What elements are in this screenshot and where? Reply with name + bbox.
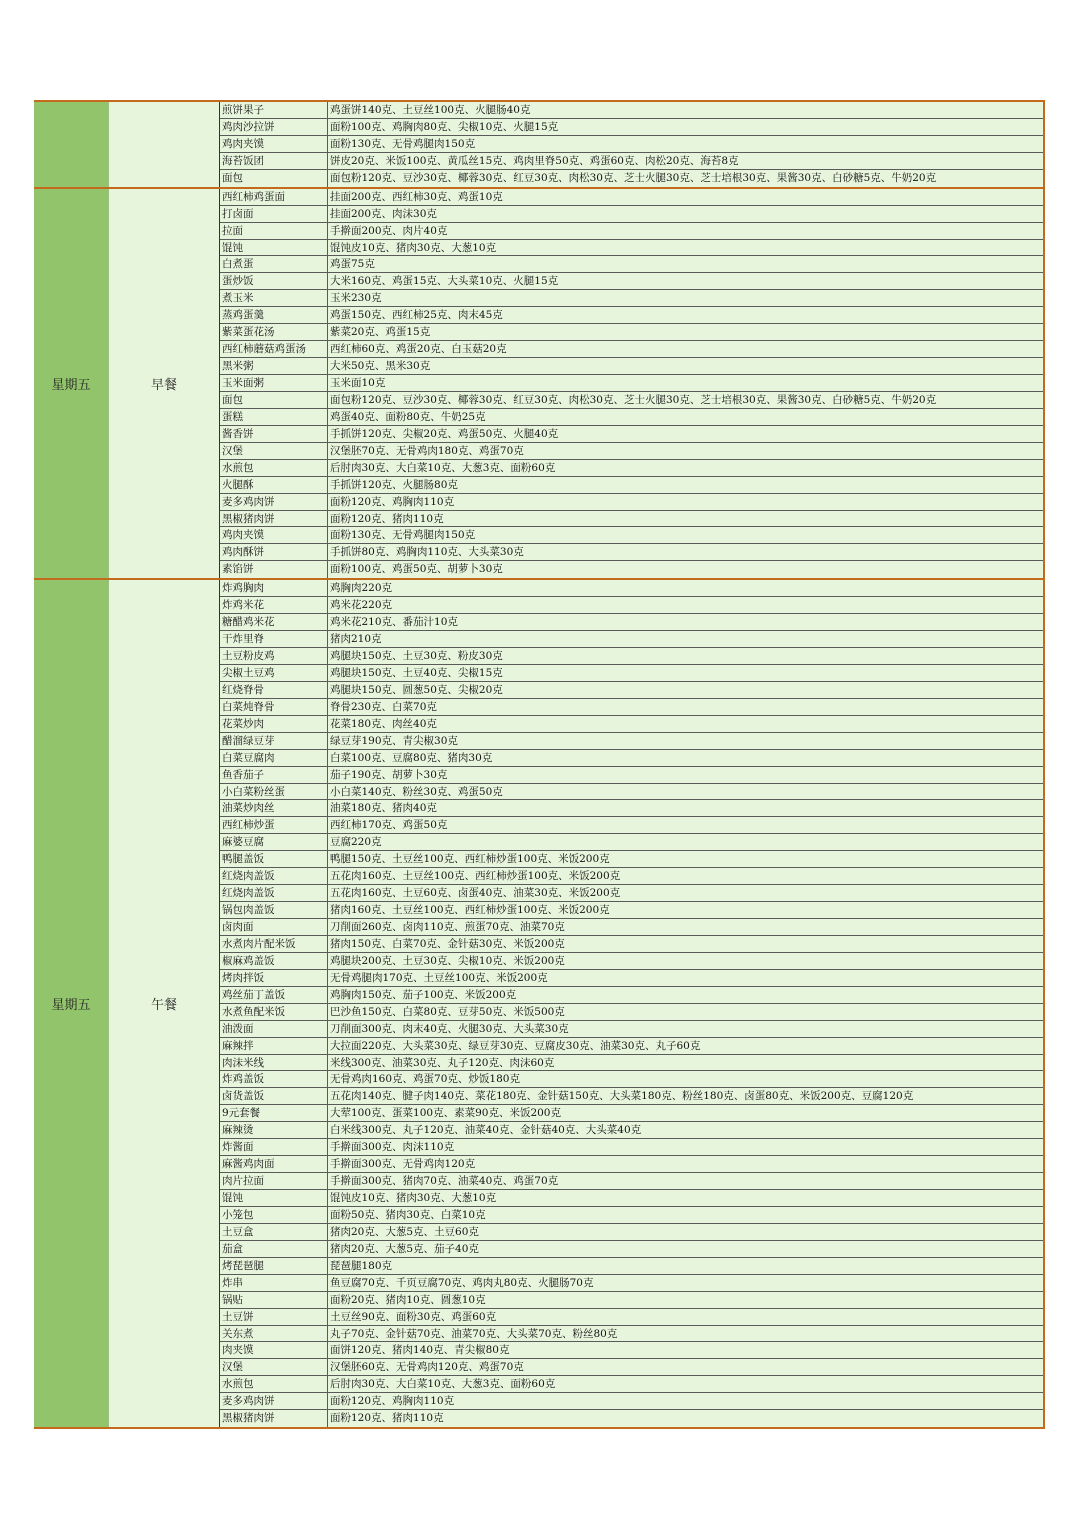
dish-name-cell: 油菜炒肉丝 [220, 800, 328, 816]
ingredients-cell: 五花肉140克、腱子肉140克、菜花180克、金针菇150克、大头菜180克、粉丝180克、卤蛋80克、米饭200克、豆腐120克 [330, 1090, 914, 1103]
meal-cell: 早餐 [108, 189, 220, 579]
dish-name-cell: 炸鸡盖饭 [220, 1071, 328, 1087]
ingredients-cell: 五花肉160克、土豆丝100克、西红柿炒蛋100克、米饭200克 [330, 870, 621, 883]
ingredients-cell: 鸡腿块150克、土豆40克、尖椒15克 [330, 666, 503, 679]
dish-name-cell: 茄盒 [220, 1241, 328, 1257]
ingredients-cell: 鸡米花220克 [330, 599, 393, 612]
table-row [220, 324, 1043, 341]
dish-name-cell: 麻辣烫 [220, 1122, 328, 1138]
table-row [220, 987, 1043, 1004]
table-row [220, 527, 1043, 544]
ingredients-cell: 猪肉20克、大葱5克、茄子40克 [330, 1242, 479, 1255]
table-row [220, 834, 1043, 851]
ingredients-cell: 手擀面300克、无骨鸡肉120克 [330, 1158, 476, 1171]
dish-name-cell: 水煮鱼配米饭 [220, 1004, 328, 1020]
ingredients-cell: 鸡蛋40克、面粉80克、牛奶25克 [330, 410, 486, 423]
ingredients-cell: 面粉100克、鸡胸肉80克、尖椒10克、火腿15克 [330, 120, 559, 133]
dish-name-cell: 鸡肉夹馍 [220, 136, 328, 152]
dish-name-cell: 面包 [220, 392, 328, 408]
ingredients-cell: 鸡胸肉150克、茄子100克、米饭200克 [330, 988, 517, 1001]
table-row [220, 375, 1043, 392]
table-row [220, 206, 1043, 223]
ingredients-cell: 五花肉160克、土豆60克、卤蛋40克、油菜30克、米饭200克 [330, 887, 621, 900]
ingredients-cell: 后肘肉30克、大白菜10克、大葱3克、面粉60克 [330, 1378, 556, 1391]
dish-name-cell: 红烧肉盖饭 [220, 868, 328, 884]
table-row [220, 290, 1043, 307]
dish-name-cell: 卤肉面 [220, 919, 328, 935]
dish-name-cell: 鱼香茄子 [220, 767, 328, 783]
dish-name-cell: 酱香饼 [220, 426, 328, 442]
ingredients-cell: 鸡腿块150克、土豆30克、粉皮30克 [330, 650, 503, 662]
table-row [220, 544, 1043, 561]
ingredients-cell: 猪肉20克、大葱5克、土豆60克 [330, 1225, 479, 1238]
table-row [220, 189, 1043, 206]
ingredients-cell: 鱼豆腐70克、千页豆腐70克、鸡肉丸80克、火腿肠70克 [330, 1276, 594, 1289]
dish-name-cell: 鸭腿盖饭 [220, 851, 328, 867]
table-row [220, 699, 1043, 716]
dish-name-cell: 炸酱面 [220, 1139, 328, 1155]
table-row [220, 1275, 1043, 1292]
ingredients-cell: 面粉20克、猪肉10克、圆葱10克 [330, 1293, 486, 1306]
ingredients-cell: 挂面200克、西红柿30克、鸡蛋10克 [330, 190, 503, 203]
table-row [220, 1292, 1043, 1309]
dish-name-cell: 土豆饼 [220, 1309, 328, 1325]
table-row [220, 1055, 1043, 1072]
dish-name-cell: 红烧肉盖饭 [220, 885, 328, 901]
dish-name-cell: 肉夹馍 [220, 1342, 328, 1358]
dish-name-cell: 麦多鸡肉饼 [220, 494, 328, 510]
ingredients-cell: 手擀面300克、肉沫110克 [330, 1141, 455, 1154]
dish-name-cell: 黑椒猪肉饼 [220, 1410, 328, 1427]
dish-rows [220, 580, 1045, 1427]
table-row [220, 136, 1043, 153]
table-row [220, 597, 1043, 614]
meal-cell [108, 102, 220, 187]
table-row [220, 511, 1043, 528]
table-row [220, 1224, 1043, 1241]
table-row [220, 1071, 1043, 1088]
meal-cell: 午餐 [108, 580, 220, 1427]
table-row [220, 460, 1043, 477]
ingredients-cell: 丸子70克、金针菇70克、油菜70克、大头菜70克、粉丝80克 [330, 1327, 618, 1340]
ingredients-cell: 鸡蛋75克 [330, 258, 375, 271]
dish-name-cell: 椒麻鸡盖饭 [220, 953, 328, 969]
ingredients-cell: 手擀面200克、肉片40克 [330, 224, 448, 237]
table-row [220, 1410, 1043, 1427]
dish-name-cell: 白煮蛋 [220, 256, 328, 272]
dish-name-cell: 炸串 [220, 1275, 328, 1291]
ingredients-cell: 油菜180克、猪肉40克 [330, 802, 437, 815]
table-row [220, 648, 1043, 665]
ingredients-cell: 面粉100克、鸡蛋50克、胡萝卜30克 [330, 563, 503, 576]
ingredients-cell: 米线300克、油菜30克、丸子120克、肉沫60克 [330, 1056, 555, 1069]
dish-rows [220, 189, 1045, 579]
ingredients-cell: 无骨鸡腿肉170克、土豆丝100克、米饭200克 [330, 971, 548, 984]
menu-section [34, 189, 1045, 581]
table-row [220, 341, 1043, 358]
menu-table [34, 100, 1045, 1429]
dish-name-cell: 蛋糕 [220, 409, 328, 425]
ingredients-cell: 紫菜20克、鸡蛋15克 [330, 326, 431, 339]
table-row [220, 851, 1043, 868]
table-row [220, 1004, 1043, 1021]
dish-rows [220, 102, 1045, 187]
dish-name-cell: 红烧脊骨 [220, 682, 328, 698]
table-row [220, 358, 1043, 375]
dish-name-cell: 汉堡 [220, 1359, 328, 1375]
day-cell: 星期五 [34, 189, 108, 579]
ingredients-cell: 面包粉120克、豆沙30克、椰蓉30克、红豆30克、肉松30克、芝士火腿30克、芝士培根30克、果酱30克、白砂糖5克、牛奶20克 [330, 171, 937, 184]
table-row [220, 1021, 1043, 1038]
table-row [220, 1393, 1043, 1410]
dish-name-cell: 白菜炖脊骨 [220, 699, 328, 715]
dish-name-cell: 炸鸡米花 [220, 597, 328, 613]
table-row [220, 716, 1043, 733]
dish-name-cell: 黑椒猪肉饼 [220, 511, 328, 527]
ingredients-cell: 面粉120克、鸡胸肉110克 [330, 495, 455, 508]
table-row [220, 307, 1043, 324]
dish-name-cell: 素馅饼 [220, 561, 328, 578]
table-row [220, 767, 1043, 784]
ingredients-cell: 面粉130克、无骨鸡腿肉150克 [330, 529, 476, 542]
ingredients-cell: 鸡米花210克、番茄汁10克 [330, 616, 458, 629]
table-row [220, 868, 1043, 885]
ingredients-cell: 茄子190克、胡萝卜30克 [330, 768, 448, 781]
ingredients-cell: 无骨鸡肉160克、鸡蛋70克、炒饭180克 [330, 1073, 520, 1086]
dish-name-cell: 蒸鸡蛋羹 [220, 307, 328, 323]
table-row [220, 1326, 1043, 1343]
dish-name-cell: 馄饨 [220, 240, 328, 256]
ingredients-cell: 刀削面300克、肉末40克、火腿30克、大头菜30克 [330, 1022, 569, 1035]
table-row [220, 580, 1043, 597]
ingredients-cell: 馄饨皮10克、猪肉30克、大葱10克 [330, 1192, 497, 1204]
ingredients-cell: 土豆丝90克、面粉30克、鸡蛋60克 [330, 1310, 497, 1323]
dish-name-cell: 炸鸡胸肉 [220, 580, 328, 596]
ingredients-cell: 鸡腿块150克、圆葱50克、尖椒20克 [330, 683, 503, 696]
ingredients-cell: 手抓饼120克、尖椒20克、鸡蛋50克、火腿40克 [330, 427, 559, 440]
ingredients-cell: 白米线300克、丸子120克、油菜40克、金针菇40克、大头菜40克 [330, 1124, 642, 1137]
ingredients-cell: 玉米230克 [330, 292, 382, 305]
table-row [220, 119, 1043, 136]
ingredients-cell: 豆腐220克 [330, 836, 382, 849]
ingredients-cell: 饼皮20克、米饭100克、黄瓜丝15克、鸡肉里脊50克、鸡蛋60克、肉松20克、海苔8克 [330, 154, 739, 167]
table-row [220, 1342, 1043, 1359]
table-row [220, 1241, 1043, 1258]
dish-name-cell: 西红柿炒蛋 [220, 817, 328, 833]
ingredients-cell: 手抓饼80克、鸡胸肉110克、大头菜30克 [330, 546, 524, 559]
ingredients-cell: 猪肉150克、白菜70克、金针菇30克、米饭200克 [330, 937, 565, 950]
dish-name-cell: 小白菜粉丝蛋 [220, 784, 328, 800]
table-row [220, 153, 1043, 170]
table-row [220, 1156, 1043, 1173]
ingredients-cell: 大荤100克、蛋菜100克、素菜90克、米饭200克 [330, 1107, 561, 1120]
dish-name-cell: 汉堡 [220, 443, 328, 459]
table-row [220, 733, 1043, 750]
ingredients-cell: 汉堡胚70克、无骨鸡肉180克、鸡蛋70克 [330, 444, 524, 457]
dish-name-cell: 麻婆豆腐 [220, 834, 328, 850]
table-row [220, 817, 1043, 834]
ingredients-cell: 手抓饼120克、火腿肠80克 [330, 478, 458, 491]
table-row [220, 800, 1043, 817]
table-row [220, 1139, 1043, 1156]
table-row [220, 494, 1043, 511]
dish-name-cell: 土豆盒 [220, 1224, 328, 1240]
dish-name-cell: 花菜炒肉 [220, 716, 328, 732]
ingredients-cell: 琵琶腿180克 [330, 1259, 393, 1272]
ingredients-cell: 挂面200克、肉沫30克 [330, 207, 437, 220]
menu-section [34, 100, 1045, 189]
ingredients-cell: 西红柿170克、鸡蛋50克 [330, 819, 448, 832]
table-row [220, 750, 1043, 767]
table-row [220, 665, 1043, 682]
dish-name-cell: 西红柿鸡蛋面 [220, 189, 328, 205]
table-row [220, 902, 1043, 919]
dish-name-cell: 西红柿蘑菇鸡蛋汤 [220, 341, 328, 357]
ingredients-cell: 花菜180克、肉丝40克 [330, 717, 437, 730]
ingredients-cell: 后肘肉30克、大白菜10克、大葱3克、面粉60克 [330, 461, 556, 474]
ingredients-cell: 面粉50克、猪肉30克、白菜10克 [330, 1208, 486, 1221]
ingredients-cell: 汉堡胚60克、无骨鸡肉120克、鸡蛋70克 [330, 1361, 524, 1374]
ingredients-cell: 鸡蛋饼140克、土豆丝100克、火腿肠40克 [330, 104, 531, 116]
ingredients-cell: 绿豆芽190克、青尖椒30克 [330, 734, 458, 747]
dish-name-cell: 肉片拉面 [220, 1173, 328, 1189]
ingredients-cell: 脊骨230克、白菜70克 [330, 700, 437, 713]
table-row [220, 631, 1043, 648]
dish-name-cell: 面包 [220, 170, 328, 187]
dish-name-cell: 干炸里脊 [220, 631, 328, 647]
ingredients-cell: 大米160克、鸡蛋15克、大头菜10克、火腿15克 [330, 275, 559, 288]
table-row [220, 392, 1043, 409]
ingredients-cell: 大拉面220克、大头菜30克、绿豆芽30克、豆腐皮30克、油菜30克、丸子60克 [330, 1039, 701, 1052]
dish-name-cell: 玉米面粥 [220, 375, 328, 391]
ingredients-cell: 鸡腿块200克、土豆30克、尖椒10克、米饭200克 [330, 954, 565, 967]
ingredients-cell: 鸡胸肉220克 [330, 582, 393, 595]
table-row [220, 1376, 1043, 1393]
table-row [220, 1088, 1043, 1105]
table-row [220, 1122, 1043, 1139]
dish-name-cell: 黑米粥 [220, 358, 328, 374]
ingredients-cell: 手擀面300克、猪肉70克、油菜40克、鸡蛋70克 [330, 1175, 559, 1188]
ingredients-cell: 鸡蛋150克、西红柿25克、肉末45克 [330, 309, 503, 322]
ingredients-cell: 猪肉160克、土豆丝100克、西红柿炒蛋100克、米饭200克 [330, 904, 610, 917]
table-row [220, 409, 1043, 426]
dish-name-cell: 海苔饭团 [220, 153, 328, 169]
dish-name-cell: 鸡肉沙拉饼 [220, 119, 328, 135]
dish-name-cell: 油泼面 [220, 1021, 328, 1037]
ingredients-cell: 刀削面260克、卤肉110克、煎蛋70克、油菜70克 [330, 921, 565, 933]
dish-name-cell: 肉沫米线 [220, 1055, 328, 1071]
table-row [220, 953, 1043, 970]
table-row [220, 561, 1043, 578]
dish-name-cell: 烤肉拌饭 [220, 970, 328, 986]
ingredients-cell: 鸭腿150克、土豆丝100克、西红柿炒蛋100克、米饭200克 [330, 853, 610, 866]
table-row [220, 1258, 1043, 1275]
dish-name-cell: 馄饨 [220, 1190, 328, 1206]
dish-name-cell: 麻酱鸡肉面 [220, 1156, 328, 1172]
dish-name-cell: 麦多鸡肉饼 [220, 1393, 328, 1409]
table-row [220, 1359, 1043, 1376]
dish-name-cell: 锅包肉盖饭 [220, 902, 328, 918]
dish-name-cell: 紫菜蛋花汤 [220, 324, 328, 340]
dish-name-cell: 卤货盖饭 [220, 1088, 328, 1104]
table-row [220, 102, 1043, 119]
table-row [220, 273, 1043, 290]
table-row [220, 1207, 1043, 1224]
dish-name-cell: 鸡丝茄丁盖饭 [220, 987, 328, 1003]
ingredients-cell: 玉米面10克 [330, 377, 386, 389]
table-row [220, 936, 1043, 953]
table-row [220, 1038, 1043, 1055]
dish-name-cell: 火腿酥 [220, 477, 328, 493]
dish-name-cell: 烤琵琶腿 [220, 1258, 328, 1274]
dish-name-cell: 醋溜绿豆芽 [220, 733, 328, 749]
table-row [220, 682, 1043, 699]
menu-section [34, 580, 1045, 1429]
ingredients-cell: 面包粉120克、豆沙30克、椰蓉30克、红豆30克、肉松30克、芝士火腿30克、芝士培根30克、果酱30克、白砂糖5克、牛奶20克 [330, 393, 937, 406]
dish-name-cell: 水煎包 [220, 1376, 328, 1392]
table-row [220, 240, 1043, 257]
ingredients-cell: 面饼120克、猪肉140克、青尖椒80克 [330, 1344, 510, 1357]
dish-name-cell: 鸡肉夹馍 [220, 527, 328, 543]
ingredients-cell: 面粉130克、无骨鸡腿肉150克 [330, 137, 476, 150]
ingredients-cell: 西红柿60克、鸡蛋20克、白玉菇20克 [330, 343, 507, 356]
table-row [220, 614, 1043, 631]
ingredients-cell: 巴沙鱼150克、白菜80克、豆芽50克、米饭500克 [330, 1005, 565, 1018]
table-row [220, 919, 1043, 936]
table-row [220, 223, 1043, 240]
table-row [220, 1173, 1043, 1190]
ingredients-cell: 猪肉210克 [330, 633, 382, 646]
dish-name-cell: 麻辣拌 [220, 1038, 328, 1054]
dish-name-cell: 土豆粉皮鸡 [220, 648, 328, 664]
day-cell: 星期五 [34, 580, 108, 1427]
ingredients-cell: 面粉120克、鸡胸肉110克 [330, 1395, 455, 1408]
dish-name-cell: 尖椒土豆鸡 [220, 665, 328, 681]
dish-name-cell: 糖醋鸡米花 [220, 614, 328, 630]
ingredients-cell: 白菜100克、豆腐80克、猪肉30克 [330, 751, 493, 764]
table-row [220, 426, 1043, 443]
dish-name-cell: 鸡肉酥饼 [220, 544, 328, 560]
table-row [220, 170, 1043, 187]
table-row [220, 1190, 1043, 1207]
table-row [220, 1105, 1043, 1122]
ingredients-cell: 面粉120克、猪肉110克 [330, 1412, 444, 1425]
table-row [220, 885, 1043, 902]
dish-name-cell: 打卤面 [220, 206, 328, 222]
table-row [220, 970, 1043, 987]
dish-name-cell: 小笼包 [220, 1207, 328, 1223]
table-row [220, 477, 1043, 494]
dish-name-cell: 拉面 [220, 223, 328, 239]
dish-name-cell: 锅贴 [220, 1292, 328, 1308]
ingredients-cell: 馄饨皮10克、猪肉30克、大葱10克 [330, 241, 497, 254]
dish-name-cell: 关东煮 [220, 1326, 328, 1342]
ingredients-cell: 大米50克、黑米30克 [330, 360, 431, 373]
ingredients-cell: 小白菜140克、粉丝30克、鸡蛋50克 [330, 785, 503, 798]
table-row [220, 784, 1043, 801]
dish-name-cell: 蛋炒饭 [220, 273, 328, 289]
dish-name-cell: 白菜豆腐肉 [220, 750, 328, 766]
dish-name-cell: 煮玉米 [220, 290, 328, 306]
ingredients-cell: 面粉120克、猪肉110克 [330, 512, 444, 525]
dish-name-cell: 煎饼果子 [220, 102, 328, 118]
table-row [220, 1309, 1043, 1326]
table-row [220, 443, 1043, 460]
day-cell [34, 102, 108, 187]
dish-name-cell: 水煎包 [220, 460, 328, 476]
dish-name-cell: 9元套餐 [220, 1105, 328, 1121]
dish-name-cell: 水煮肉片配米饭 [220, 936, 328, 952]
table-row [220, 256, 1043, 273]
